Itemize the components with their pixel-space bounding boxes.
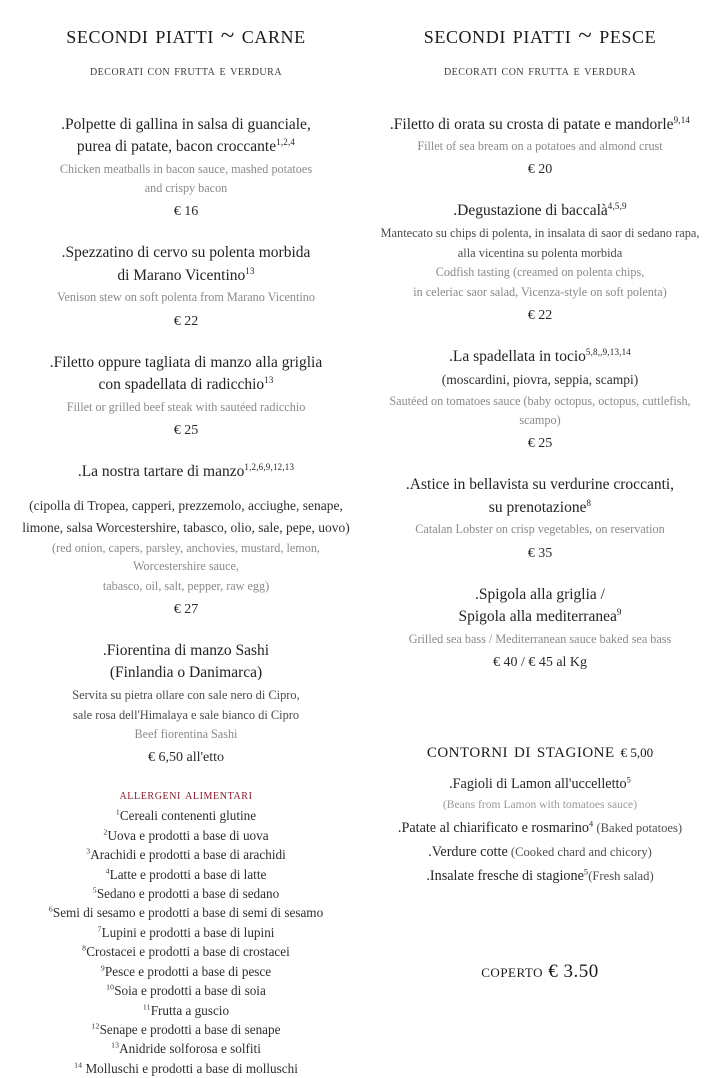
- dish-tartare-di-manzo: [20, 461, 352, 618]
- allergen-item: [20, 903, 352, 922]
- dish-spadellata-in-tocio: [372, 346, 708, 452]
- dish-price: € 6,50 all'etto: [147, 750, 224, 766]
- contorni-price: € 5,00: [620, 745, 654, 761]
- dish-name-line1: .Astice in bellavista su verdurine croccanti,: [405, 476, 675, 494]
- allergen-label: Frutta a guscio: [150, 1002, 230, 1018]
- dish-polpette-di-gallina: [20, 114, 352, 221]
- allergen-refs: 5,8,,9,13,14: [585, 346, 631, 357]
- allergen-refs: 4,5,9: [607, 201, 627, 212]
- allergen-label: Sedano e prodotti a base di sedano: [96, 886, 280, 902]
- allergens-title: allergeni alimentari: [119, 788, 253, 804]
- dish-astice-in-bellavista: [372, 474, 708, 561]
- allergen-item: [20, 981, 352, 1000]
- allergen-item: [20, 806, 352, 825]
- dish-price: € 35: [527, 545, 553, 561]
- allergen-item: [20, 1039, 352, 1058]
- contorno-item: [372, 841, 708, 863]
- dish-name-line2: di Marano Vicentino$^{13}$: [117, 265, 255, 284]
- allergen-item: [20, 923, 352, 942]
- allergen-number: 1: [115, 808, 120, 818]
- allergen-label: Soia e prodotti a base di soia: [114, 983, 266, 999]
- dish-price: € 22: [527, 307, 553, 323]
- dish-desc-line1: Fillet or grilled beef steak with sautéed radicchio: [66, 399, 306, 414]
- dish-desc-line2: tabasco, oil, salt, pepper, raw egg): [102, 578, 270, 593]
- dish-desc-it-line1: Mantecato su chips di polenta, in insalata di saor di sedano rapa,: [380, 226, 700, 241]
- allergens-section: [20, 788, 352, 1078]
- dish-price: € 27: [173, 601, 199, 617]
- contorno-label: .Fagioli di Lamon all'uccelletto: [449, 776, 627, 793]
- allergen-number: 14: [74, 1060, 83, 1070]
- dish-ingredients-it-line1: (cipolla di Tropea, capperi, prezzemolo, acciughe, senape,: [29, 497, 343, 513]
- contorno-label-en: (Baked potatoes): [593, 821, 683, 836]
- dish-degustazione-di-baccala: [372, 200, 708, 323]
- contorno-item: [372, 773, 708, 795]
- coperto-line: coperto € 3.50: [481, 961, 599, 983]
- dish-desc-line1: Sautéed on tomatoes sauce (baby octopus, octopus, cuttlefish,: [389, 393, 691, 408]
- dish-name-line1: .Spezzatino di cervo su polenta morbida: [61, 244, 311, 262]
- section-subtitle-carne: decorati con frutta e verdura: [89, 62, 283, 79]
- dish-spigola: [372, 584, 708, 671]
- dish-desc-line1: Grilled sea bass / Mediterranean sauce baked sea bass: [408, 631, 672, 646]
- dish-filetto-tagliata-di-manzo: [20, 352, 352, 439]
- allergen-refs: 4: [588, 819, 594, 829]
- dish-desc-line1: (red onion, capers, parsley, anchovies, mustard, lemon, Worcestershire sauce,: [52, 541, 320, 574]
- contorni-section: [372, 737, 708, 887]
- contorno-label: .Patate al chiarificato e rosmarino: [397, 820, 589, 837]
- allergen-refs: 13: [245, 265, 255, 276]
- dish-price: € 25: [173, 422, 199, 438]
- dish-name-line1: .La nostra tartare di manzo$^{1,2,6,9,12,13}$: [77, 461, 295, 481]
- dish-desc-line1: Beef fiorentina Sashi: [134, 727, 238, 742]
- contorno-item: [372, 865, 708, 887]
- allergen-refs: 5: [583, 867, 589, 877]
- dish-name-line1: .Polpette di gallina in salsa di guanciale,: [61, 115, 311, 133]
- contorno-item: [372, 817, 708, 839]
- allergen-label: Semi di sesamo e prodotti a base di semi di sesamo: [52, 905, 324, 921]
- allergen-number: 7: [97, 924, 102, 934]
- allergen-label: Anidride solforosa e solfiti: [119, 1041, 261, 1057]
- dish-name-line2: con spadellata di radicchio$^{13}$: [98, 375, 274, 394]
- dish-desc-line1: Venison stew on soft polenta from Marano Vicentino: [57, 290, 315, 305]
- allergen-label: Cereali contenenti glutine: [119, 808, 257, 824]
- allergen-item: [20, 1059, 352, 1078]
- dish-desc-it-line2: sale rosa dell'Himalaya e sale bianco di Cipro: [72, 707, 300, 722]
- allergen-number: 12: [91, 1021, 100, 1031]
- allergen-number: 3: [86, 846, 91, 856]
- allergen-number: 13: [111, 1040, 120, 1050]
- allergen-label: Senape e prodotti a base di senape: [99, 1021, 281, 1037]
- dish-name-line2: Spigola alla mediterranea$^9$: [458, 607, 622, 626]
- allergen-number: 4: [105, 866, 110, 876]
- allergen-label: Molluschi e prodotti a base di molluschi: [82, 1060, 298, 1076]
- dish-name-line2: su prenotazione$^8$: [488, 497, 592, 516]
- dish-filetto-di-orata: [372, 114, 708, 179]
- allergen-refs: 1,2,6,9,12,13: [244, 461, 295, 472]
- dish-name-line1: .Fiorentina di manzo Sashi: [102, 641, 270, 659]
- allergen-label: Uova e prodotti a base di uova: [107, 827, 269, 843]
- allergen-item: [20, 1020, 352, 1039]
- allergen-item: [20, 826, 352, 845]
- dish-desc-it-line1: Servita su pietra ollare con sale nero di Cipro,: [72, 687, 300, 702]
- allergen-refs: 1,2,4: [276, 136, 296, 147]
- allergen-number: 9: [100, 963, 105, 973]
- dish-desc-line1: Chicken meatballs in bacon sauce, mashed potatoes: [59, 161, 313, 176]
- allergen-number: 11: [142, 1002, 151, 1012]
- dish-price: € 16: [173, 204, 199, 220]
- dish-desc-line1: Fillet of sea bream on a potatoes and almond crust: [417, 139, 663, 154]
- allergen-refs: 5: [626, 775, 631, 785]
- dish-name-line2: (Finlandia o Danimarca): [109, 664, 263, 682]
- dish-ingredients-it-line2: limone, salsa Worcestershire, tabasco, olio, sale, pepe, uovo): [22, 519, 350, 535]
- contorno-label-en: (Fresh salad): [588, 869, 654, 884]
- contorno-label: .Insalate fresche di stagione: [426, 868, 584, 885]
- column-carne: [8, 22, 362, 1076]
- allergen-refs: 9: [616, 607, 622, 618]
- allergen-refs: 13: [264, 375, 274, 386]
- dish-name-line1: .La spadellata in tocio$^{5,8,,9,13,14}$: [449, 346, 631, 366]
- section-title-carne: secondi piatti ~ carne: [66, 22, 306, 49]
- allergen-label: Arachidi e prodotti a base di arachidi: [90, 847, 286, 863]
- contorno-note: (Beans from Lamon with tomatoes sauce): [442, 798, 638, 812]
- dish-spezzatino-di-cervo: [20, 242, 352, 329]
- allergen-item: [20, 1001, 352, 1020]
- allergen-number: 2: [103, 827, 108, 837]
- allergen-number: 6: [48, 905, 53, 915]
- allergen-refs: 8: [586, 497, 592, 508]
- dish-ingredients-it-line1: (moscardini, piovra, seppia, scampi): [441, 372, 639, 388]
- allergen-number: 5: [92, 885, 97, 895]
- section-title-pesce: secondi piatti ~ pesce: [423, 22, 657, 49]
- allergen-label: Lupini e prodotti a base di lupini: [101, 924, 275, 940]
- allergen-item: [20, 884, 352, 903]
- allergen-item: [20, 845, 352, 864]
- allergen-number: 8: [82, 943, 87, 953]
- allergen-item: [20, 865, 352, 884]
- contorno-label-en: (Cooked chard and chicory): [507, 845, 652, 860]
- allergen-item: [20, 942, 352, 961]
- dish-name-line2: purea di patate, bacon croccante$^{1,2,4}$: [76, 136, 296, 156]
- allergen-label: Latte e prodotti a base di latte: [109, 866, 267, 882]
- contorni-heading: contorni di stagione € 5,00: [426, 737, 654, 763]
- contorno-label: .Verdure cotte: [428, 844, 508, 861]
- dish-name-line1: .Filetto di orata su crosta di patate e mandorle$^{9,14}$: [389, 114, 691, 133]
- dish-desc-line1: Catalan Lobster on crisp vegetables, on reservation: [415, 522, 665, 537]
- dish-fiorentina-sashi: [20, 640, 352, 766]
- dish-price: € 22: [173, 313, 199, 329]
- dish-desc-line2: and crispy bacon: [144, 180, 228, 195]
- dish-name-line1: .Filetto oppure tagliata di manzo alla griglia: [49, 353, 323, 371]
- dish-name-line1: .Degustazione di baccalà$^{4,5,9}$: [453, 201, 627, 220]
- column-pesce: [362, 22, 716, 1024]
- dish-desc-line2: scampo): [519, 413, 561, 428]
- dish-name-line1: .Spigola alla griglia /: [474, 585, 605, 603]
- dish-price: € 20: [527, 162, 553, 178]
- dish-price: € 40 / € 45 al Kg: [492, 655, 588, 671]
- allergen-refs: 9,14: [673, 114, 691, 125]
- dish-price: € 25: [527, 436, 553, 452]
- allergen-label: Pesce e prodotti a base di pesce: [104, 963, 272, 979]
- dish-desc-line2: in celeriac saor salad, Vicenza-style on soft polenta): [413, 284, 667, 299]
- dish-desc-it-line2: alla vicentina su polenta morbida: [457, 245, 623, 260]
- allergen-number: 10: [106, 982, 115, 992]
- dish-desc-line1: Codfish tasting (creamed on polenta chips,: [435, 265, 645, 280]
- allergen-item: [20, 962, 352, 981]
- spacer: [20, 484, 352, 494]
- allergen-label: Crostacei e prodotti a base di crostacei: [86, 944, 290, 960]
- section-subtitle-pesce: decorati con frutta e verdura: [443, 62, 637, 79]
